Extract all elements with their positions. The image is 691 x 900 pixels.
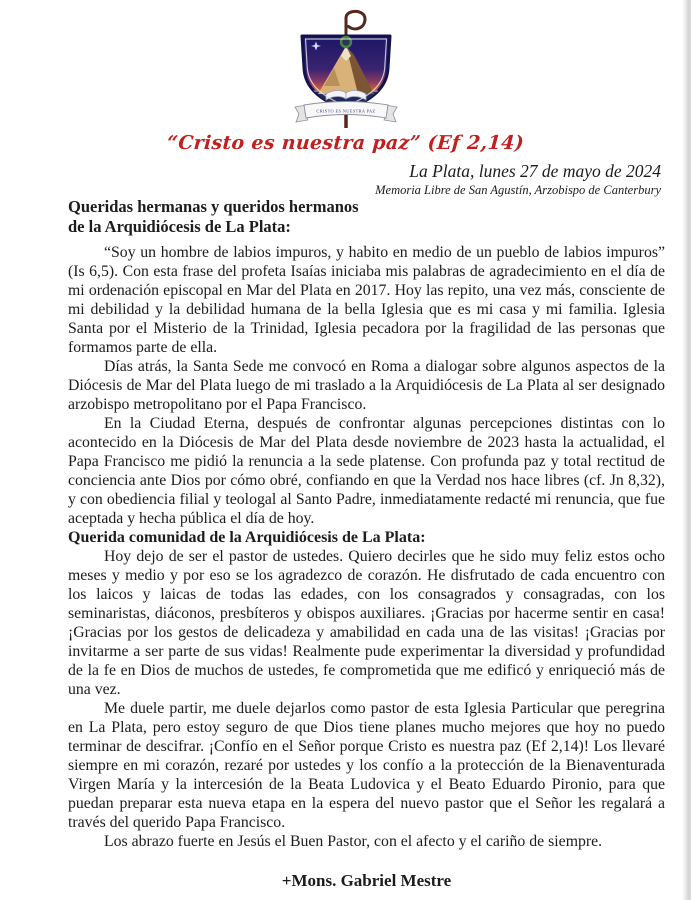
salutation [68,197,665,237]
liturgical-memorial: Memoria Libre de San Agustín, Arzobispo de Canterbury [375,183,661,198]
section-heading: Querida comunidad de la Arquidiócesis de La Plata: [68,529,426,546]
archbishop-coat-of-arms [290,6,402,130]
closing-paragraph: Los abrazo fuerte en Jesús el Buen Pastor, con el afecto y el cariño de siempre. [104,833,603,850]
paragraph-4: Hoy dejo de ser el pastor de ustedes. Quiero decirles que he sido muy feliz estos ocho meses y medio y por eso se los agradezco de corazón. He disfrutado de cada encuentro con los laicos y laicas de todas las edades, con los consagrados y consagradas, con los seminaristas, diáconos, presbíteros y obispos auxiliares. ¡Gracias por hacerme sentir en casa! ¡Gracias por los gestos de delicadeza y amabilidad en cada una de las visitas! ¡Gracias por invitarme a ser parte de sus vidas! Realmente pude experimentar la diversidad y profundidad de la fe en Dios de muchos de ustedes, fe comprometida que me edificó y enriqueció más de una vez. [68,548,665,698]
letter-body [68,197,665,891]
paragraph-1: “Soy un hombre de labios impuros, y habito en medio de un pueblo de labios impuros” (Is 6,5). Con esta frase del profeta Isaías iniciaba mis palabras de agradecimiento en el día de mi ordenación episcopal en Mar del Plata en 2017. Hoy las repito, una vez más, consciente de mi debilidad y la debilidad humana de la bella Iglesia que es mi casa y mi familia. Iglesia Santa por el Misterio de la Trinidad, Iglesia pecadora por la fragilidad de las personas que formamos parte de ella. [68,244,665,356]
dateline [375,161,661,198]
salutation-line-1: Queridas hermanas y queridos hermanos [68,197,359,216]
paragraph-3: En la Ciudad Eterna, después de confrontar algunas percepciones distintas con lo acontecido en la Diócesis de Mar del Plata desde noviembre de 2023 hasta la actualidad, el Papa Francisco me pidió la renuncia a la sede platense. Con profunda paz y total rectitud de conciencia ante Dios por cómo obré, confiando en que la Verdad nos hace libres (cf. Jn 8,32), y con obediencia filial y teologal al Santo Padre, inmediatamente redacté mi renuncia, que fue aceptada y hecha pública el día de hoy. [68,415,665,527]
signature: +Mons. Gabriel Mestre [281,871,452,890]
place-and-date: La Plata, lunes 27 de mayo de 2024 [409,161,661,181]
paragraph-2: Días atrás, la Santa Sede me convocó en Roma a dialogar sobre algunos aspectos de la Diócesis de Mar del Plata luego de mi traslado a la Arquidiócesis de La Plata al ser designado arzobispo metropolitano por el Papa Francisco. [68,358,665,413]
ribbon-text: CRISTO ES NUESTRA PAZ [315,108,376,114]
paragraph-5: Me duele partir, me duele dejarlos como pastor de esta Iglesia Particular que peregrina en La Plata, pero estoy seguro de que Dios tiene planes mucho mejores que hoy no puedo terminar de descifrar. ¡Confío en el Señor porque Cristo es nuestra paz (Ef 2,14)! Los llevaré siempre en mi corazón, rezaré por ustedes y los confío a la protección de la Bienaventurada Virgen María y la intercesión de la Beata Ludovica y el Beato Eduardo Pironio, para que puedan preparar esta nueva etapa en la espera del nuevo pastor que el Señor les regalará a través del querido Papa Francisco. [68,700,665,831]
crest-header [0,6,691,154]
salutation-line-2: de la Arquidiócesis de La Plata: [68,217,291,236]
episcopal-motto: “Cristo es nuestra paz” (Ef 2,14) [166,132,525,154]
